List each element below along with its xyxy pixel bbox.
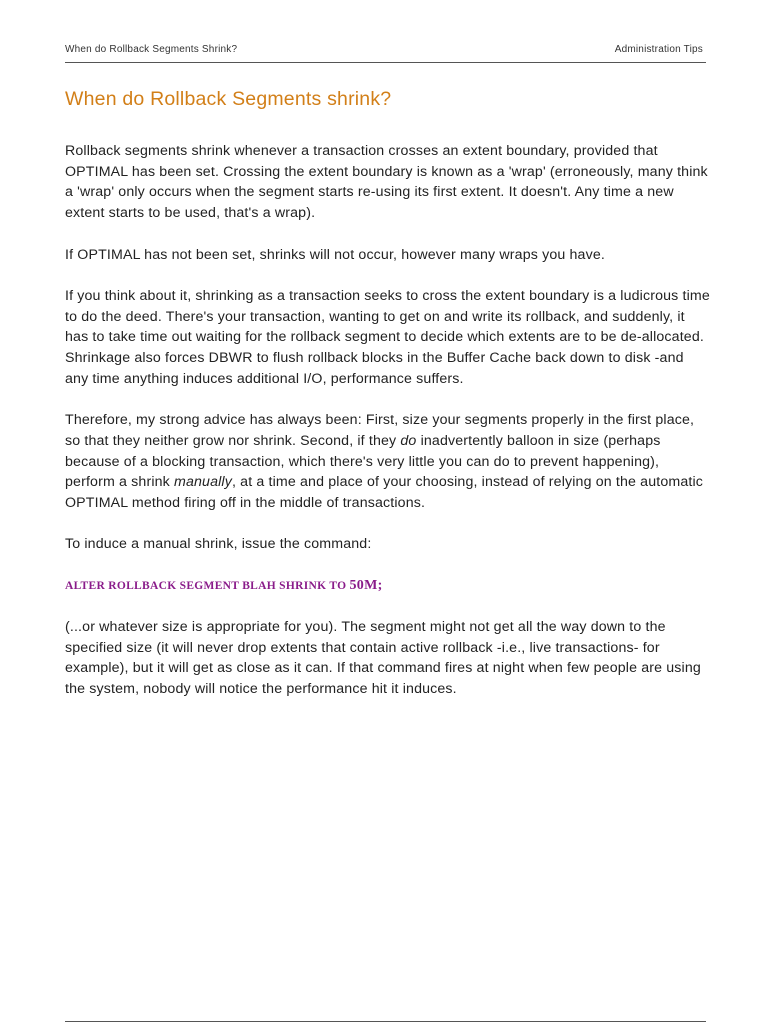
page-title: When do Rollback Segments shrink? <box>65 88 392 110</box>
emphasis-manually: manually <box>174 474 232 491</box>
paragraph-6: (...or whatever size is appropriate for you). The segment might not get all the way down to the specified size (it will never drop extents that contain active rollback -i.e., live transactions- for example), but it will get as close as it can. If that command fires at night when few people are using the system, nobody will notice the performance hit it induces. <box>65 619 701 698</box>
sql-command-text: ALTER ROLLBACK SEGMENT BLAH SHRINK TO <box>65 579 350 592</box>
paragraph-4-part-3: , at a time and place of your choosing, instead of relying on the automatic OPTIMAL method firing off in the middle of transactions. <box>65 474 704 511</box>
page-header <box>65 44 703 62</box>
header-section-name: Administration Tips <box>614 44 703 55</box>
paragraph-4-part-2: inadvertently balloon in size (perhaps because of a blocking transaction, which there's very little you can do to prevent happening), perform a shrink <box>65 432 661 491</box>
header-document-title: When do Rollback Segments Shrink? <box>65 44 238 55</box>
sql-command <box>65 576 710 597</box>
emphasis-do: do <box>400 432 417 449</box>
paragraph-4 <box>65 410 710 514</box>
article-body <box>65 141 710 721</box>
header-divider <box>65 62 706 63</box>
paragraph-4-part-1: Therefore, my strong advice has always been: First, size your segments properly in the first place, so that they neither grow nor shrink. Second, if they <box>65 412 695 449</box>
paragraph-5: To induce a manual shrink, issue the command: <box>65 536 372 553</box>
paragraph-3: If you think about it, shrinking as a transaction seeks to cross the extent boundary is a ludicrous time to do the deed. There's your transaction, wanting to get on and write its rollback, and suddenly, it has to take time out waiting for the rollback segment to decide which extents are to be de-allocated. Shrinkage also forces DBWR to flush rollback blocks in the Buffer Cache back down to disk -and any time anything induces additional I/O, performance suffers. <box>65 287 710 387</box>
paragraph-2: If OPTIMAL has not been set, shrinks will not occur, however many wraps you have. <box>65 246 605 263</box>
paragraph-1: Rollback segments shrink whenever a transaction crosses an extent boundary, provided that OPTIMAL has been set. Crossing the extent boundary is known as a 'wrap' (erroneously, many think a 'wrap' only occurs when the segment starts re-using its first extent. It doesn't. Any time a new extent starts to be used, that's a wrap). <box>65 143 708 222</box>
sql-command-size: 50M; <box>349 577 383 593</box>
footer-divider <box>65 1021 706 1022</box>
